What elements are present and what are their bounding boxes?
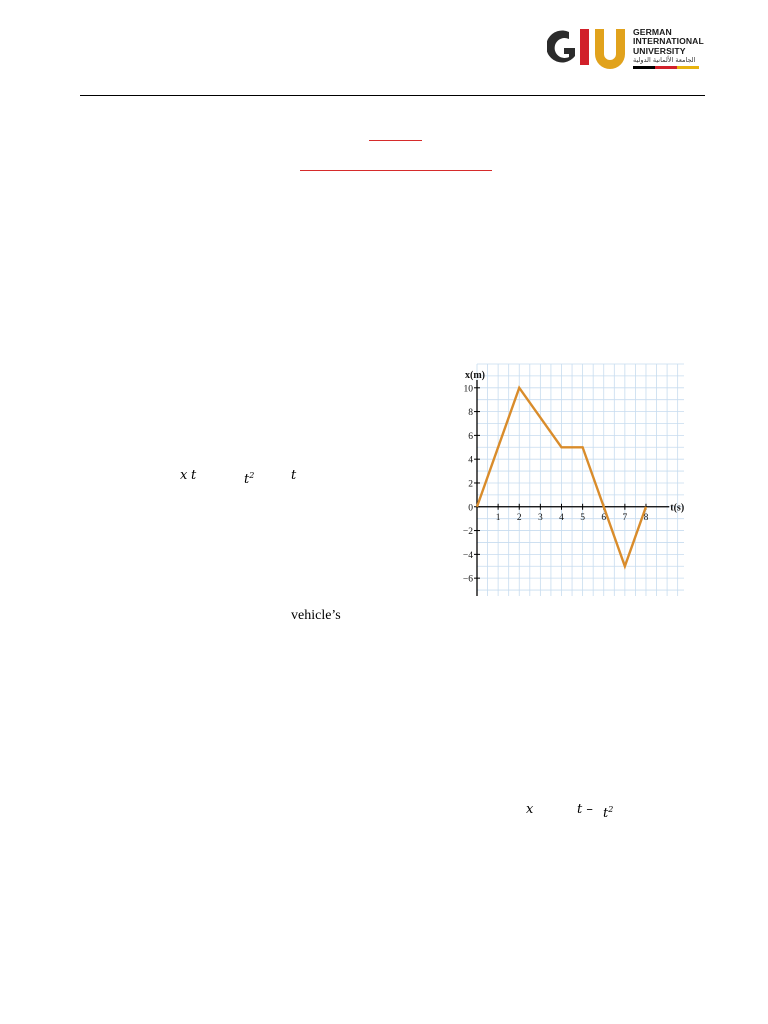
logo-line-german: GERMAN <box>633 27 672 37</box>
y-axis-label: x(m) <box>465 370 485 381</box>
eq1-t-squared: $t^2$ <box>244 471 255 487</box>
eq2-t-minus: t – <box>577 802 593 817</box>
stripe-red <box>655 66 677 69</box>
vehicle-word: vehicle’s <box>291 608 341 623</box>
giu-logo-mark <box>547 26 629 70</box>
header-divider <box>80 95 705 96</box>
eq1-x: x <box>180 468 188 483</box>
subtitle-underline <box>300 170 492 171</box>
eq1-t-last: t <box>291 468 297 483</box>
x-tick-label: 5 <box>580 512 585 523</box>
chart-svg <box>440 360 686 600</box>
title-underline <box>369 140 422 141</box>
x-tick-label: 1 <box>495 512 501 523</box>
logo-university-name <box>633 28 704 56</box>
y-tick-label: −4 <box>462 550 473 561</box>
x-tick-label: 3 <box>537 512 543 523</box>
logo-line-university: UNIVERSITY <box>633 45 686 56</box>
stripe-gold <box>677 66 699 69</box>
y-tick-label: 2 <box>468 479 473 490</box>
x-tick-label: 6 <box>601 512 607 523</box>
eq2-t-squared: $t^2$ <box>603 805 614 821</box>
position-time-chart <box>440 360 686 600</box>
logo-arabic-name: الجامعة الألمانية الدولية <box>633 56 696 64</box>
chart-axes <box>477 380 669 596</box>
y-tick-label: 6 <box>468 431 473 442</box>
logo-color-stripes <box>633 66 699 69</box>
giu-logo <box>547 26 707 70</box>
x-tick-label: 7 <box>622 512 628 523</box>
y-tick-label: 8 <box>468 408 473 419</box>
eq1-t: t <box>191 468 197 483</box>
x-tick-label: 2 <box>516 512 522 523</box>
y-tick-label: −6 <box>462 574 473 585</box>
x-tick-label: 4 <box>559 512 564 523</box>
x-axis-label: t(s) <box>670 502 685 514</box>
y-tick-label: 10 <box>463 384 473 395</box>
stripe-black <box>633 66 655 69</box>
y-tick-label: −2 <box>462 527 473 538</box>
chart-grid <box>477 364 684 596</box>
eq2-x: x <box>526 802 534 817</box>
y-tick-label: 0 <box>468 503 473 514</box>
y-tick-label: 4 <box>468 455 473 466</box>
x-tick-label: 8 <box>643 512 649 523</box>
logo-line-international: INTERNATIONAL <box>633 36 704 47</box>
